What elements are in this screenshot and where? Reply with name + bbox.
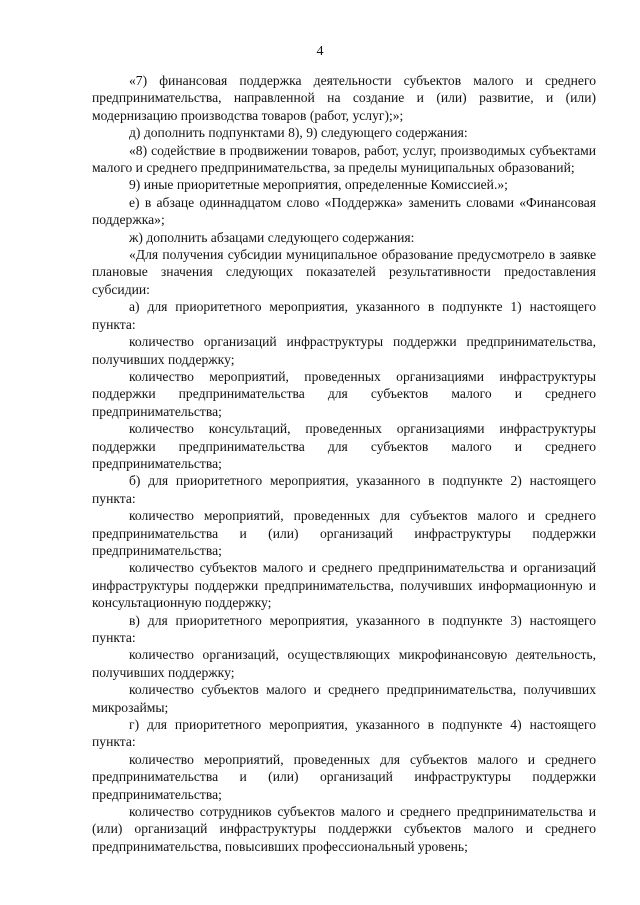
paragraph-item-a: а) для приоритетного мероприятия, указанного в подпункте 1) настоящего пункта: [92,299,596,332]
page-number: 4 [316,44,324,59]
list-item: количество сотрудников субъектов малого и среднего предпринимательства и (или) организаций инфраструктуры поддержки субъектов малого и среднего предпринимательства, повысивших профессиональный уровень; [92,804,596,854]
paragraph-item-v: в) для приоритетного мероприятия, указанного в подпункте 3) настоящего пункта: [92,612,596,645]
list-item: количество организаций инфраструктуры поддержки предпринимательства, получивших поддержку; [92,334,596,367]
paragraph-subitem-9: 9) иные приоритетные мероприятия, определенные Комиссией.»; [129,177,508,193]
list-item: количество мероприятий, проведенных для субъектов малого и среднего предпринимательства и (или) организаций инфраструктуры поддержки предпринимательства; [92,751,596,802]
list-item: количество субъектов малого и среднего предпринимательства и организаций инфраструктуры поддержки предпринимательства, получивших информационную и консультационную поддержку; [92,560,596,611]
list-item: количество мероприятий, проведенных организациями инфраструктуры поддержки предпринимательства для субъектов малого и среднего предпринимательства; [92,368,596,419]
list-item: количество организаций, осуществляющих микрофинансовую деятельность, получивших поддержку; [92,647,596,680]
paragraph-subsidy-intro: «Для получения субсидии муниципальное образование предусмотрело в заявке плановые значения следующих показателей результативности предоставления субсидии: [92,247,596,297]
paragraph-subitem-8: «8) содействие в продвижении товаров, работ, услуг, производимых субъектами малого и среднего предпринимательства, за пределы муниципальных образований; [92,142,596,176]
paragraph-item-zh: ж) дополнить абзацами следующего содержания: [129,229,415,245]
paragraph-item-d: д) дополнить подпунктами 8), 9) следующего содержания: [129,125,468,141]
document-body [92,72,596,855]
list-item: количество мероприятий, проведенных для субъектов малого и среднего предпринимательства и (или) организаций инфраструктуры поддержки предпринимательства; [92,508,596,558]
paragraph-item-g: г) для приоритетного мероприятия, указанного в подпункте 4) настоящего пункта: [92,717,596,750]
list-item: количество субъектов малого и среднего предпринимательства, получивших микрозаймы; [92,682,596,715]
paragraph-item-b: б) для приоритетного мероприятия, указанного в подпункте 2) настоящего пункта: [92,473,596,506]
paragraph-item-e: е) в абзаце одиннадцатом слово «Поддержка» заменить словами «Финансовая поддержка»; [92,194,596,228]
paragraph-subitem-7: «7) финансовая поддержка деятельности субъектов малого и среднего предпринимательства, направленной на создание и (или) развитие, и (или) модернизацию производства товаров (работ, услуг);»; [92,73,596,123]
list-item: количество консультаций, проведенных организациями инфраструктуры поддержки предпринимательства для субъектов малого и среднего предпринимательства; [92,421,596,471]
